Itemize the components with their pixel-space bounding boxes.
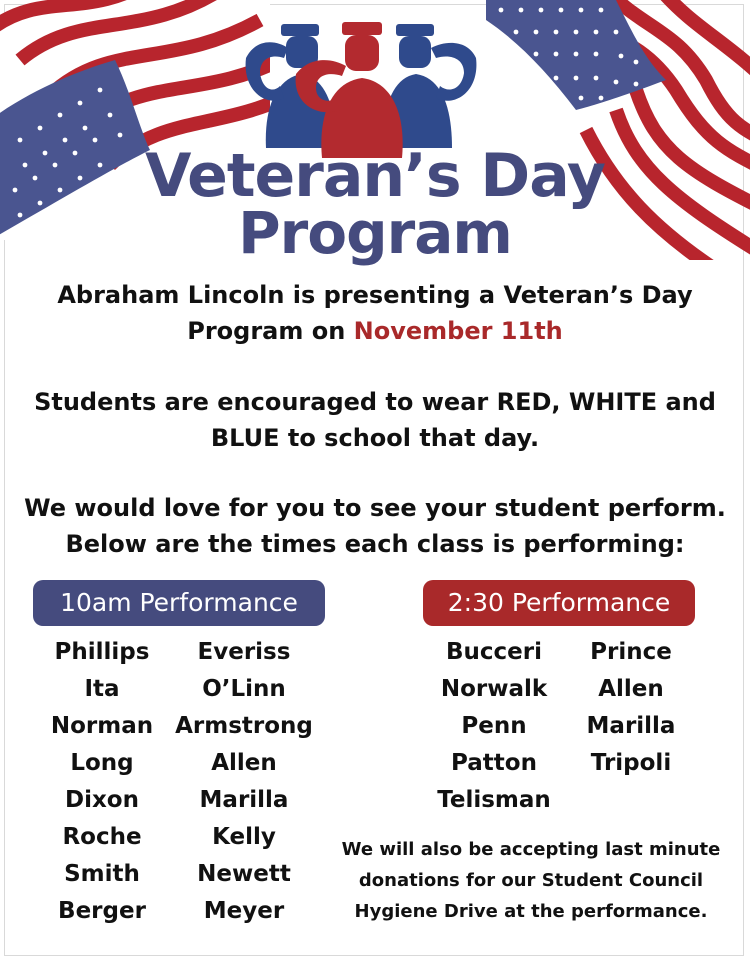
class-name: Norwalk xyxy=(440,676,548,702)
class-name: Telisman xyxy=(437,787,551,813)
donation-note-line1: We will also be accepting last minute xyxy=(341,839,721,860)
class-name: Everiss xyxy=(197,639,291,665)
class-name: Ita xyxy=(84,676,120,702)
class-name: Tripoli xyxy=(590,750,672,776)
morning-performance-label: 10am Performance xyxy=(33,580,325,626)
class-name: Armstrong xyxy=(175,713,313,739)
class-name: Long xyxy=(70,750,134,776)
class-name: Marilla xyxy=(586,713,676,739)
class-name: O’Linn xyxy=(202,676,286,702)
class-name: Smith xyxy=(64,861,140,887)
afternoon-performance-label: 2:30 Performance xyxy=(423,580,695,626)
class-name: Meyer xyxy=(203,898,285,924)
morning-classes-column-1 xyxy=(40,634,164,930)
dress-line2: BLUE to school that day. xyxy=(210,424,540,452)
afternoon-classes-column-2 xyxy=(568,634,694,782)
intro-line2-prefix: Program on xyxy=(187,317,354,345)
dress-paragraph xyxy=(0,384,750,456)
class-name: Norman xyxy=(50,713,154,739)
class-name: Marilla xyxy=(199,787,289,813)
intro-paragraph xyxy=(0,277,750,349)
class-name: Newett xyxy=(197,861,291,887)
class-name: Kelly xyxy=(212,824,276,850)
morning-classes-column-2 xyxy=(170,634,318,930)
intro-line1: Abraham Lincoln is presenting a Veteran’s Day xyxy=(57,281,693,309)
program-date: November 11th xyxy=(353,317,563,345)
afternoon-classes-column-1 xyxy=(430,634,558,819)
class-name: Allen xyxy=(598,676,664,702)
donation-note-line2: donations for our Student Council xyxy=(358,870,704,891)
class-name: Phillips xyxy=(54,639,150,665)
invite-line1: We would love for you to see your student perform. xyxy=(24,494,726,522)
class-name: Prince xyxy=(590,639,672,665)
invite-line2: Below are the times each class is performing: xyxy=(65,530,685,558)
class-name: Patton xyxy=(451,750,537,776)
donation-note-line3: Hygiene Drive at the performance. xyxy=(354,901,708,922)
class-name: Berger xyxy=(58,898,146,924)
page-title-line2: Program xyxy=(238,199,512,267)
class-name: Roche xyxy=(62,824,142,850)
class-name: Dixon xyxy=(65,787,139,813)
class-name: Bucceri xyxy=(446,639,542,665)
saluting-soldiers-icon xyxy=(236,18,486,158)
invite-paragraph xyxy=(0,490,750,562)
page-title-line1: Veteran’s Day xyxy=(145,141,605,211)
class-name: Penn xyxy=(461,713,527,739)
class-name: Allen xyxy=(211,750,277,776)
donation-note xyxy=(322,834,740,927)
intro-line2 xyxy=(0,313,750,349)
dress-line1: Students are encouraged to wear RED, WHITE and xyxy=(34,388,716,416)
